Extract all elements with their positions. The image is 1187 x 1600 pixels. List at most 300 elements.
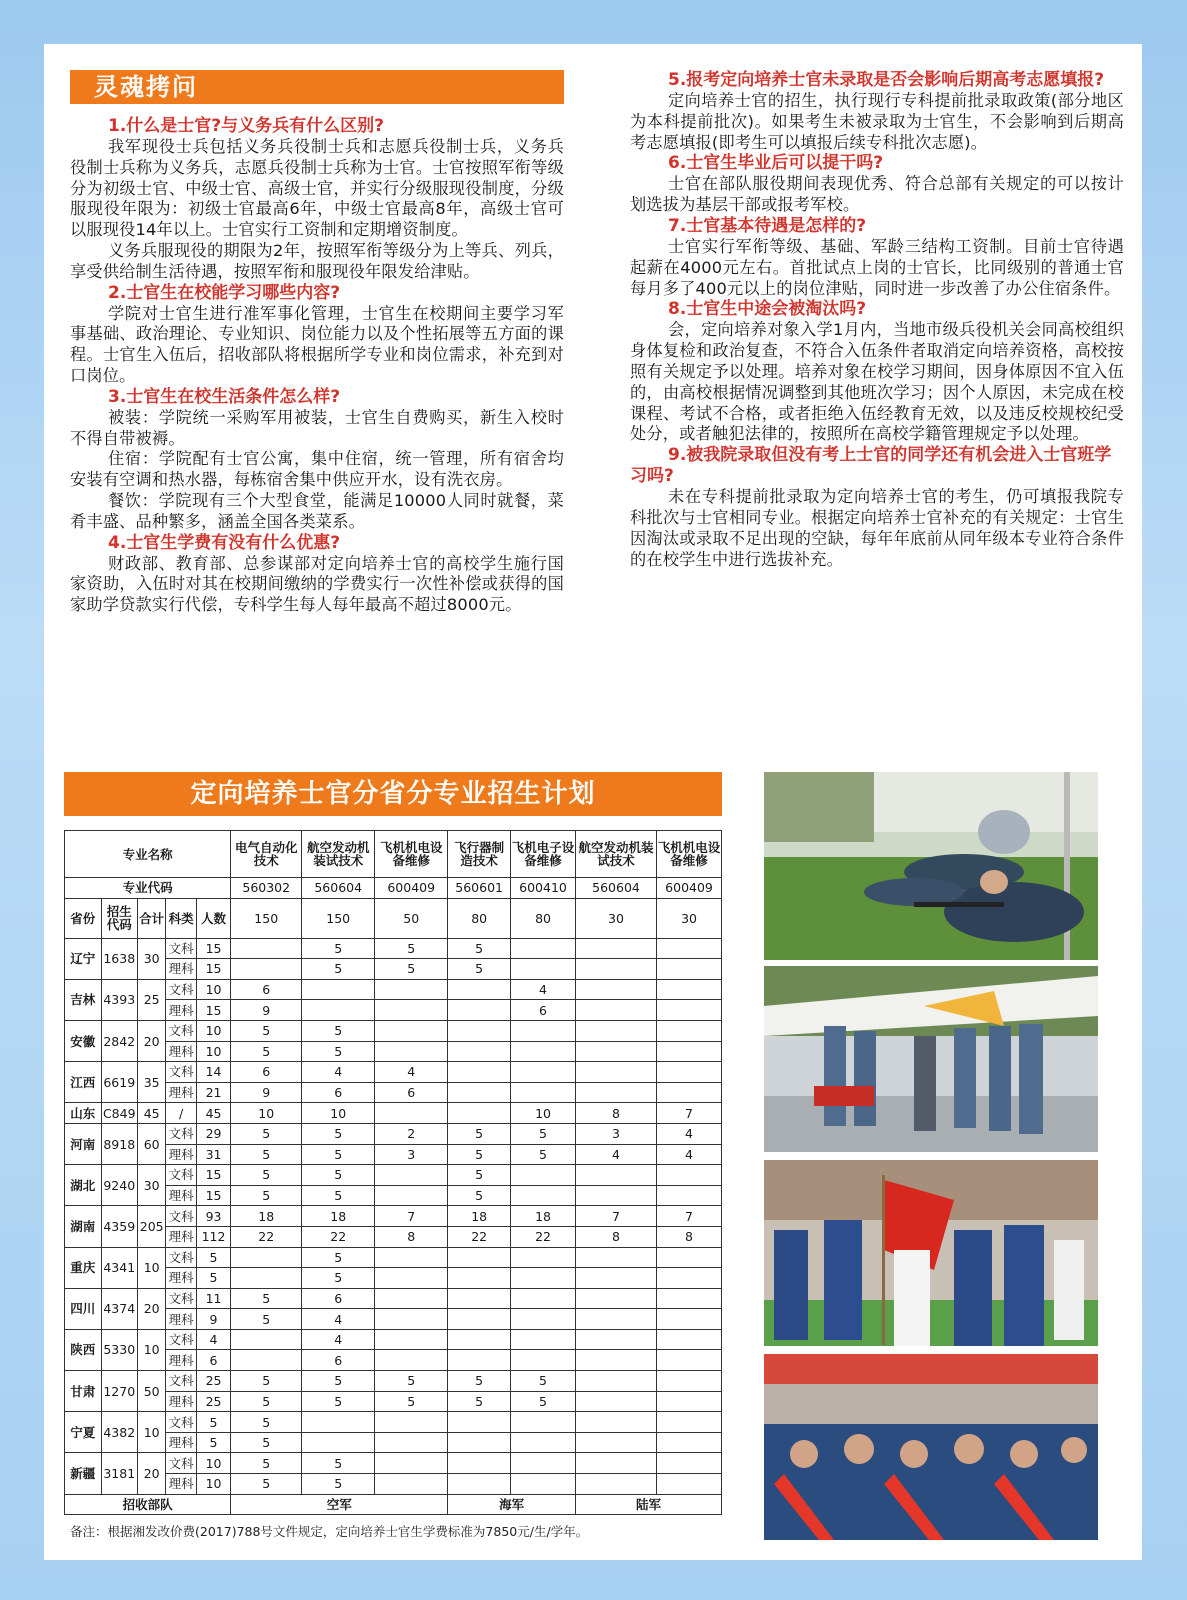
- qa-header: 灵魂拷问: [70, 70, 564, 104]
- quota-cell: [448, 1309, 511, 1330]
- quota-cell: 5: [231, 1371, 302, 1392]
- subject-count: 5: [196, 1432, 230, 1453]
- quota-cell: [448, 1041, 511, 1062]
- province-name: 湖北: [65, 1165, 102, 1206]
- quota-cell: [657, 1062, 722, 1083]
- quota-cell: 18: [448, 1206, 511, 1227]
- subject-type: /: [166, 1103, 196, 1124]
- quota-cell: 5: [231, 1288, 302, 1309]
- answer-paragraph: 义务兵服现役的期限为2年，按照军衔等级分为上等兵、列兵，享受供给制生活待遇，按照军衔和服现役年限发给津贴。: [70, 240, 564, 281]
- quota-cell: [511, 1309, 576, 1330]
- subject-count: 25: [196, 1391, 230, 1412]
- quota-cell: 5: [302, 959, 375, 980]
- major-header: 航空发动机装试技术: [302, 831, 375, 878]
- quota-cell: 6: [302, 1350, 375, 1371]
- quota-cell: [375, 1268, 448, 1289]
- question-heading: 2.士官生在校能学习哪些内容?: [108, 282, 341, 303]
- major-code: 600409: [375, 878, 448, 899]
- province-code: 8918: [101, 1123, 138, 1164]
- subject-type: 文科: [166, 1453, 196, 1474]
- province-name: 甘肃: [65, 1371, 102, 1412]
- table-row: [65, 1103, 722, 1124]
- quota-cell: [511, 938, 576, 959]
- quota-cell: [511, 1350, 576, 1371]
- quota-cell: 5: [448, 1371, 511, 1392]
- province-name: 陕西: [65, 1329, 102, 1370]
- subject-type: 文科: [166, 1020, 196, 1041]
- quota-cell: [375, 1309, 448, 1330]
- province-total: 60: [138, 1123, 166, 1164]
- quota-cell: [302, 1432, 375, 1453]
- quota-cell: [575, 1391, 656, 1412]
- qa-left-column: [70, 116, 564, 616]
- province-total: 30: [138, 1165, 166, 1206]
- major-total: 50: [375, 898, 448, 938]
- quota-cell: [657, 1371, 722, 1392]
- quota-cell: [575, 1268, 656, 1289]
- quota-cell: 5: [302, 1144, 375, 1165]
- table-row: [65, 898, 722, 938]
- province-total: 50: [138, 1371, 166, 1412]
- quota-cell: [575, 1412, 656, 1433]
- quota-cell: 4: [657, 1144, 722, 1165]
- major-code: 560302: [231, 878, 302, 899]
- major-total: 150: [231, 898, 302, 938]
- quota-cell: [375, 1432, 448, 1453]
- quota-cell: [657, 1350, 722, 1371]
- quota-cell: 5: [302, 938, 375, 959]
- quota-cell: 5: [231, 1123, 302, 1144]
- major-header: 飞行器制造技术: [448, 831, 511, 878]
- province-name: 新疆: [65, 1453, 102, 1494]
- province-total: 205: [138, 1206, 166, 1247]
- quota-cell: [657, 1268, 722, 1289]
- quota-cell: 5: [231, 1041, 302, 1062]
- table-row: [65, 1247, 722, 1268]
- quota-cell: 6: [231, 1062, 302, 1083]
- province-total: 10: [138, 1247, 166, 1288]
- question-heading: 9.被我院录取但没有考上士官的同学还有机会进入士官班学习吗?: [630, 445, 1112, 487]
- quota-cell: 5: [231, 1309, 302, 1330]
- subject-type: 文科: [166, 1123, 196, 1144]
- quota-cell: 5: [375, 938, 448, 959]
- province-code: 5330: [101, 1329, 138, 1370]
- quota-cell: [657, 1165, 722, 1186]
- quota-cell: 6: [375, 1082, 448, 1103]
- plan-title: 定向培养士官分省分专业招生计划: [64, 772, 722, 816]
- quota-cell: [657, 1453, 722, 1474]
- major-header: 飞机机电设备维修: [657, 831, 722, 878]
- question-heading: 1.什么是士官?与义务兵有什么区别?: [108, 116, 385, 136]
- quota-cell: 9: [231, 1000, 302, 1021]
- quota-cell: 18: [231, 1206, 302, 1227]
- quota-cell: 5: [231, 1412, 302, 1433]
- province-name: 辽宁: [65, 938, 102, 979]
- subject-type: 理科: [166, 1041, 196, 1062]
- province-name: 江西: [65, 1062, 102, 1103]
- quota-cell: [511, 1185, 576, 1206]
- quota-cell: 5: [302, 1247, 375, 1268]
- quota-cell: [375, 1329, 448, 1350]
- quota-cell: 5: [231, 1432, 302, 1453]
- quota-cell: [511, 1041, 576, 1062]
- quota-cell: [511, 1268, 576, 1289]
- quota-cell: [375, 1185, 448, 1206]
- quota-cell: 6: [511, 1000, 576, 1021]
- column-header: 人数: [196, 898, 230, 938]
- quota-cell: 5: [511, 1144, 576, 1165]
- quota-cell: 4: [511, 979, 576, 1000]
- force-air: 空军: [231, 1494, 448, 1515]
- quota-cell: 4: [375, 1062, 448, 1083]
- answer-paragraph: 餐饮：学院现有三个大型食堂，能满足10000人同时就餐，菜肴丰盛、品种繁多，涵盖全国各类菜系。: [70, 490, 564, 531]
- quota-cell: 5: [302, 1391, 375, 1412]
- quota-cell: [448, 1020, 511, 1041]
- quota-cell: [511, 1432, 576, 1453]
- force-army: 陆军: [575, 1494, 721, 1515]
- quota-cell: [448, 1474, 511, 1495]
- subject-type: 文科: [166, 1062, 196, 1083]
- quota-cell: [657, 1247, 722, 1268]
- subject-count: 112: [196, 1226, 230, 1247]
- major-total: 80: [511, 898, 576, 938]
- quota-cell: [511, 1247, 576, 1268]
- subject-type: 文科: [166, 1412, 196, 1433]
- quota-cell: 18: [302, 1206, 375, 1227]
- quota-cell: 4: [575, 1144, 656, 1165]
- quota-cell: [575, 1350, 656, 1371]
- quota-cell: 5: [511, 1391, 576, 1412]
- quota-cell: [575, 1474, 656, 1495]
- quota-cell: 5: [375, 959, 448, 980]
- province-name: 山东: [65, 1103, 102, 1124]
- subject-type: 理科: [166, 1350, 196, 1371]
- major-code: 560604: [575, 878, 656, 899]
- major-total: 30: [657, 898, 722, 938]
- quota-cell: 22: [302, 1226, 375, 1247]
- quota-cell: [448, 1062, 511, 1083]
- question-heading: 3.士官生在校生活条件怎么样?: [108, 386, 341, 407]
- quota-cell: [657, 1082, 722, 1103]
- subject-count: 31: [196, 1144, 230, 1165]
- major-total: 30: [575, 898, 656, 938]
- major-code-header: 专业代码: [65, 878, 231, 899]
- quota-cell: 4: [657, 1123, 722, 1144]
- answer-paragraph: 学院对士官生进行准军事化管理，士官生在校期间主要学习军事基础、政治理论、专业知识、岗位能力以及个性拓展等五方面的课程。士官生入伍后，招收部队将根据所学专业和岗位需求，补充到对口岗位。: [70, 303, 564, 385]
- quota-cell: 7: [657, 1206, 722, 1227]
- quota-cell: 4: [302, 1309, 375, 1330]
- table-row: [65, 1165, 722, 1186]
- quota-cell: [657, 1288, 722, 1309]
- subject-type: 理科: [166, 959, 196, 980]
- province-name: 四川: [65, 1288, 102, 1329]
- quota-cell: 3: [575, 1123, 656, 1144]
- quota-cell: 5: [302, 1268, 375, 1289]
- subject-count: 10: [196, 1474, 230, 1495]
- province-code: 4382: [101, 1412, 138, 1453]
- answer-paragraph: 被装：学院统一采购军用被装，士官生自费购买，新生入校时不得自带被褥。: [70, 407, 564, 448]
- quota-cell: [575, 1041, 656, 1062]
- quota-cell: 4: [302, 1329, 375, 1350]
- major-name-header: 专业名称: [65, 831, 231, 878]
- quota-cell: [511, 959, 576, 980]
- major-total: 150: [302, 898, 375, 938]
- subject-type: 理科: [166, 1226, 196, 1247]
- fee-note: 备注：根据湘发改价费(2017)788号文件规定，定向培养士官生学费标准为7850元/生/学年。: [70, 1524, 589, 1539]
- quota-cell: 5: [302, 1165, 375, 1186]
- quota-cell: [575, 1371, 656, 1392]
- quota-cell: [448, 1350, 511, 1371]
- table-row: [65, 1494, 722, 1515]
- answer-paragraph: 我军现役士兵包括义务兵役制士兵和志愿兵役制士兵，义务兵役制士兵称为义务兵，志愿兵役制士兵称为士官。士官按照军衔等级分为初级士官、中级士官、高级士官，并实行分级服现役制度，分级服现役年限为：初级士官最高6年，中级士官最高8年，高级士官可以服现役14年以上。士官实行工资制和定期增资制度。: [70, 137, 564, 240]
- subject-type: 理科: [166, 1000, 196, 1021]
- major-header: 飞机电子设备维修: [511, 831, 576, 878]
- province-code: 6619: [101, 1062, 138, 1103]
- force-navy: 海军: [448, 1494, 576, 1515]
- quota-cell: 22: [448, 1226, 511, 1247]
- quota-cell: [511, 1329, 576, 1350]
- table-row: [65, 1412, 722, 1433]
- subject-type: 文科: [166, 1165, 196, 1186]
- quota-cell: [511, 1062, 576, 1083]
- subject-type: 理科: [166, 1185, 196, 1206]
- quota-cell: [575, 1329, 656, 1350]
- subject-type: 理科: [166, 1391, 196, 1412]
- answer-paragraph: 财政部、教育部、总参谋部对定向培养士官的高校学生施行国家资助，入伍时对其在校期间缴纳的学费实行一次性补偿或获得的国家助学贷款实行代偿，专科学生每人每年最高不超过8000元。: [70, 553, 564, 615]
- table-row: [65, 1371, 722, 1392]
- table-row: [65, 1123, 722, 1144]
- quota-cell: 5: [448, 959, 511, 980]
- quota-cell: 5: [302, 1123, 375, 1144]
- quota-cell: [375, 1165, 448, 1186]
- major-header: 飞机机电设备维修: [375, 831, 448, 878]
- column-header: 省份: [65, 898, 102, 938]
- table-row: [65, 1453, 722, 1474]
- table-row: [65, 979, 722, 1000]
- quota-cell: 5: [231, 1185, 302, 1206]
- quota-cell: 5: [448, 1144, 511, 1165]
- quota-cell: [657, 1432, 722, 1453]
- subject-type: 理科: [166, 1309, 196, 1330]
- quota-cell: 5: [231, 1474, 302, 1495]
- quota-cell: [375, 1412, 448, 1433]
- province-code: 4341: [101, 1247, 138, 1288]
- subject-count: 10: [196, 1453, 230, 1474]
- province-code: 4393: [101, 979, 138, 1020]
- photo-shooting-training: [764, 772, 1098, 960]
- quota-cell: [511, 1412, 576, 1433]
- province-code: 4359: [101, 1206, 138, 1247]
- quota-cell: [575, 1453, 656, 1474]
- quota-cell: 8: [575, 1226, 656, 1247]
- quota-cell: [231, 959, 302, 980]
- quota-cell: [375, 1103, 448, 1124]
- subject-count: 15: [196, 1165, 230, 1186]
- subject-type: 文科: [166, 1247, 196, 1268]
- subject-count: 9: [196, 1309, 230, 1330]
- subject-type: 理科: [166, 1432, 196, 1453]
- quota-cell: [575, 1165, 656, 1186]
- quota-cell: [511, 1020, 576, 1041]
- subject-count: 45: [196, 1103, 230, 1124]
- province-total: 10: [138, 1412, 166, 1453]
- quota-cell: [657, 1185, 722, 1206]
- province-name: 河南: [65, 1123, 102, 1164]
- quota-cell: [448, 1247, 511, 1268]
- quota-cell: [302, 1000, 375, 1021]
- enrollment-plan-table: [64, 830, 722, 1515]
- quota-cell: 7: [375, 1206, 448, 1227]
- subject-count: 15: [196, 1185, 230, 1206]
- quota-cell: [575, 1432, 656, 1453]
- quota-cell: 4: [302, 1062, 375, 1083]
- quota-cell: [448, 1329, 511, 1350]
- quota-cell: 2: [375, 1123, 448, 1144]
- quota-cell: 5: [448, 1165, 511, 1186]
- table-row: [65, 1329, 722, 1350]
- subject-count: 29: [196, 1123, 230, 1144]
- province-name: 安徽: [65, 1020, 102, 1061]
- quota-cell: [448, 1412, 511, 1433]
- quota-cell: 6: [302, 1288, 375, 1309]
- quota-cell: [448, 1082, 511, 1103]
- table-row: [65, 1020, 722, 1041]
- subject-type: 文科: [166, 1329, 196, 1350]
- answer-paragraph: 士官实行军衔等级、基础、军龄三结构工资制。目前士官待遇起薪在4000元左右。首批试点上岗的士官长，比同级别的普通士官每月多了400元以上的岗位津贴，同时进一步改善了办公住宿条件。: [630, 236, 1124, 298]
- quota-cell: [657, 1474, 722, 1495]
- quota-cell: 5: [448, 1185, 511, 1206]
- subject-count: 11: [196, 1288, 230, 1309]
- quota-cell: [375, 1020, 448, 1041]
- subject-type: 理科: [166, 1474, 196, 1495]
- quota-cell: 7: [657, 1103, 722, 1124]
- quota-cell: [575, 1062, 656, 1083]
- question-heading: 6.士官生毕业后可以提干吗?: [668, 153, 884, 174]
- table-row: [65, 1288, 722, 1309]
- quota-cell: 5: [448, 1123, 511, 1144]
- quota-cell: [448, 1268, 511, 1289]
- province-code: 2842: [101, 1020, 138, 1061]
- quota-cell: [375, 1000, 448, 1021]
- quota-cell: [231, 1268, 302, 1289]
- subject-type: 文科: [166, 1371, 196, 1392]
- major-code: 560604: [302, 878, 375, 899]
- quota-cell: 5: [511, 1371, 576, 1392]
- quota-cell: [375, 1453, 448, 1474]
- province-total: 35: [138, 1062, 166, 1103]
- quota-cell: 5: [448, 1391, 511, 1412]
- table-row: [65, 878, 722, 899]
- quota-cell: 6: [302, 1082, 375, 1103]
- quota-cell: [657, 1412, 722, 1433]
- quota-cell: 18: [511, 1206, 576, 1227]
- province-total: 20: [138, 1453, 166, 1494]
- province-code: 1638: [101, 938, 138, 979]
- quota-cell: [375, 1041, 448, 1062]
- quota-cell: 6: [231, 979, 302, 1000]
- subject-count: 15: [196, 1000, 230, 1021]
- subject-count: 5: [196, 1412, 230, 1433]
- quota-cell: [575, 959, 656, 980]
- quota-cell: 3: [375, 1144, 448, 1165]
- major-code: 560601: [448, 878, 511, 899]
- subject-type: 理科: [166, 1268, 196, 1289]
- subject-count: 5: [196, 1268, 230, 1289]
- quota-cell: [657, 1391, 722, 1412]
- quota-cell: [302, 1412, 375, 1433]
- major-header: 航空发动机装试技术: [575, 831, 656, 878]
- quota-cell: 5: [375, 1371, 448, 1392]
- subject-count: 10: [196, 1041, 230, 1062]
- column-header: 合计: [138, 898, 166, 938]
- major-code: 600409: [657, 878, 722, 899]
- subject-type: 理科: [166, 1144, 196, 1165]
- quota-cell: [657, 1000, 722, 1021]
- quota-cell: 8: [657, 1226, 722, 1247]
- answer-paragraph: 未在专科提前批录取为定向培养士官的考生，仍可填报我院专科批次与士官相同专业。根据定向培养士官补充的有关规定：士官生因淘汰或录取不足出现的空缺，每年年底前从同年级本专业符合条件的在校学生中进行选拔补充。: [630, 487, 1124, 569]
- quota-cell: [448, 1453, 511, 1474]
- province-name: 湖南: [65, 1206, 102, 1247]
- province-name: 重庆: [65, 1247, 102, 1288]
- quota-cell: [575, 1247, 656, 1268]
- quota-cell: 5: [448, 938, 511, 959]
- question-heading: 5.报考定向培养士官未录取是否会影响后期高考志愿填报?: [668, 70, 1105, 90]
- quota-cell: 5: [302, 1474, 375, 1495]
- quota-cell: [375, 1288, 448, 1309]
- quota-cell: [657, 959, 722, 980]
- quota-cell: [448, 979, 511, 1000]
- answer-paragraph: 住宿：学院配有士官公寓，集中住宿，统一管理，所有宿舍均安装有空调和热水器，每栋宿舍集中供应开水，设有洗衣房。: [70, 449, 564, 490]
- province-name: 宁夏: [65, 1412, 102, 1453]
- quota-cell: [231, 938, 302, 959]
- province-total: 25: [138, 979, 166, 1020]
- quota-cell: 5: [511, 1123, 576, 1144]
- quota-cell: [511, 1165, 576, 1186]
- answer-paragraph: 士官在部队服役期间表现优秀、符合总部有关规定的可以按计划选拔为基层干部或报考军校。: [630, 174, 1124, 215]
- table-row: [65, 1062, 722, 1083]
- quota-cell: 5: [231, 1453, 302, 1474]
- quota-cell: 8: [575, 1103, 656, 1124]
- quota-cell: [575, 979, 656, 1000]
- quota-cell: [375, 1350, 448, 1371]
- quota-cell: 5: [375, 1391, 448, 1412]
- column-header: 科类: [166, 898, 196, 938]
- table-row: [65, 1206, 722, 1227]
- quota-cell: [575, 1000, 656, 1021]
- answer-paragraph: 定向培养士官的招生，执行现行专科提前批录取政策(部分地区为本科提前批次)。如果考生未被录取为士官生，不会影响到后期高考志愿填报(即考生可以填报后续专科批次志愿)。: [630, 91, 1124, 152]
- province-code: C849: [101, 1103, 138, 1124]
- province-total: 20: [138, 1020, 166, 1061]
- province-name: 吉林: [65, 979, 102, 1020]
- province-code: 3181: [101, 1453, 138, 1494]
- subject-count: 4: [196, 1329, 230, 1350]
- column-header: 招生代码: [101, 898, 138, 938]
- major-code: 600410: [511, 878, 576, 899]
- quota-cell: 10: [511, 1103, 576, 1124]
- quota-cell: [302, 979, 375, 1000]
- quota-cell: [575, 1309, 656, 1330]
- quota-cell: 10: [302, 1103, 375, 1124]
- province-total: 45: [138, 1103, 166, 1124]
- quota-cell: [231, 1329, 302, 1350]
- table-row: [65, 831, 722, 878]
- photo-aircraft-maintenance: [764, 966, 1098, 1152]
- province-code: 1270: [101, 1371, 138, 1412]
- quota-cell: 5: [231, 1165, 302, 1186]
- quota-cell: [511, 1474, 576, 1495]
- province-code: 4374: [101, 1288, 138, 1329]
- subject-type: 理科: [166, 1082, 196, 1103]
